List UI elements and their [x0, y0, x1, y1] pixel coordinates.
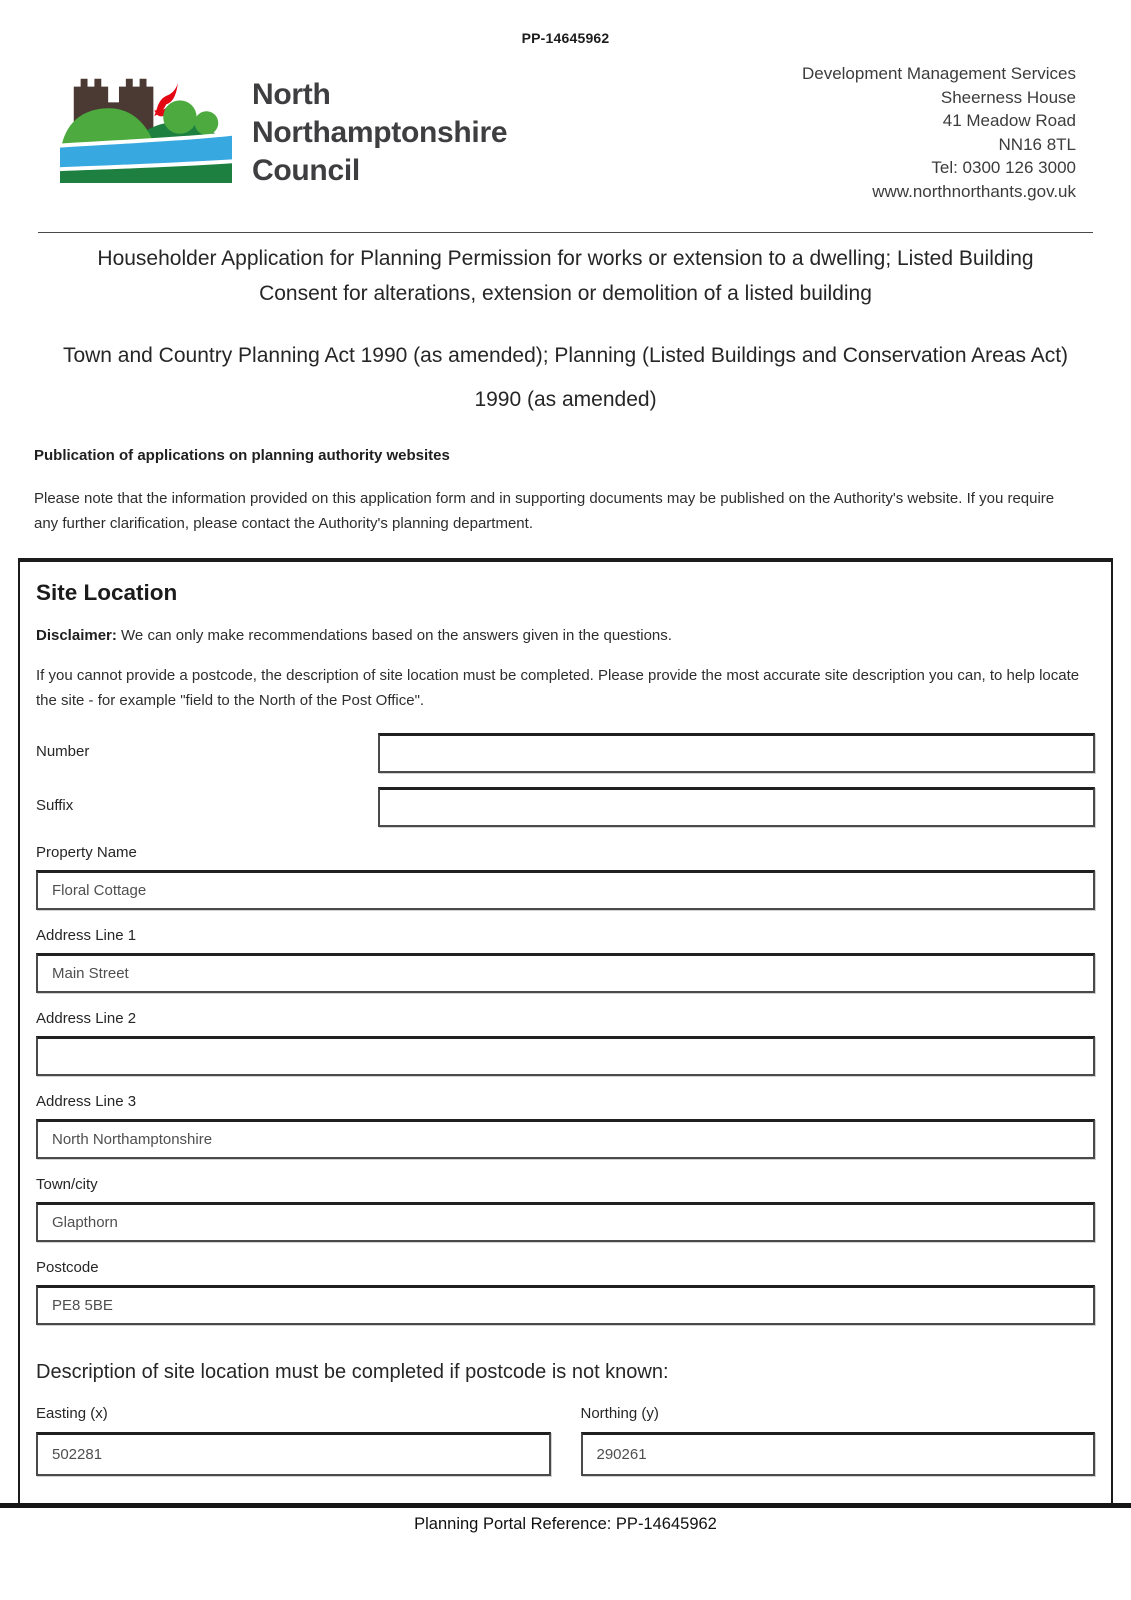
- form-acts-subtitle: Town and Country Planning Act 1990 (as amended); Planning (Listed Buildings and Conservation Areas Act) 1990 (as amended): [62, 344, 1069, 411]
- council-wordmark: [252, 76, 507, 190]
- number-label: Number: [36, 743, 90, 760]
- address-line-2-label: Address Line 2: [36, 1010, 137, 1027]
- address-line-1-input[interactable]: [36, 953, 1095, 993]
- department-address-block: [802, 62, 1076, 203]
- planning-portal-reference-top: PP-14645962: [521, 30, 610, 46]
- site-location-intro: If you cannot provide a postcode, the description of site location must be completed. Please provide the most accurate site description you can, to help locate the site - for example "field to the North of the Post Office".: [36, 667, 1080, 709]
- publication-heading: Publication of applications on planning authority websites: [34, 447, 450, 464]
- address-line: Development Management Services: [801, 64, 1076, 83]
- town-city-field: [36, 1176, 1095, 1242]
- northing-label: Northing (y): [580, 1405, 659, 1422]
- address-line-3-input[interactable]: [36, 1119, 1095, 1159]
- page-bottom-rule: [0, 1503, 1131, 1508]
- suffix-label: Suffix: [36, 797, 74, 814]
- easting-field: [36, 1405, 551, 1476]
- property-name-label: Property Name: [36, 844, 137, 861]
- property-name-input[interactable]: [36, 870, 1095, 910]
- address-line: Sheerness House: [940, 87, 1076, 107]
- council-logo-icon: [60, 62, 232, 184]
- address-line-3-field: [36, 1093, 1095, 1159]
- disclaimer-body: We can only make recommendations based on the answers given in the questions.: [121, 627, 672, 644]
- wordmark-line-2: Northamptonshire: [252, 116, 508, 149]
- easting-label: Easting (x): [36, 1405, 108, 1422]
- planning-portal-reference-footer: Planning Portal Reference: PP-14645962: [414, 1515, 717, 1533]
- number-field-row: [36, 733, 1095, 773]
- postcode-field: [36, 1259, 1095, 1325]
- postcode-input[interactable]: [36, 1285, 1095, 1325]
- form-title: Householder Application for Planning Permission for works or extension to a dwelling; Listed Building Consent for alterations, extension or demolition of a listed building: [97, 247, 1034, 305]
- disclaimer-text: [36, 627, 1095, 644]
- coordinates-row: [36, 1405, 1095, 1476]
- address-line-3-label: Address Line 3: [36, 1093, 137, 1110]
- address-line-2-input[interactable]: [36, 1036, 1095, 1076]
- address-line-1-field: [36, 927, 1095, 993]
- publication-body: Please note that the information provided on this application form and in supporting documents may be published on the Authority's website. If you require any further clarification, please contact the Authority's planning department.: [34, 490, 1055, 532]
- header-divider: [38, 232, 1093, 233]
- address-line-1-label: Address Line 1: [36, 927, 137, 944]
- address-line: NN16 8TL: [998, 134, 1076, 154]
- address-line: Tel: 0300 126 3000: [931, 158, 1076, 177]
- address-line-2-field: [36, 1010, 1095, 1076]
- address-line: www.northnorthants.gov.uk: [872, 181, 1076, 201]
- town-city-input[interactable]: [36, 1202, 1095, 1242]
- easting-input[interactable]: [36, 1432, 551, 1476]
- wordmark-line-3: Council: [252, 154, 360, 187]
- address-line: 41 Meadow Road: [942, 111, 1076, 130]
- description-requirement-heading: Description of site location must be completed if postcode is not known:: [36, 1361, 669, 1383]
- site-location-heading: Site Location: [36, 580, 178, 605]
- council-logo: [60, 62, 507, 190]
- northing-input[interactable]: [581, 1432, 1096, 1476]
- property-name-field: [36, 844, 1095, 910]
- town-city-label: Town/city: [36, 1176, 98, 1193]
- wordmark-line-1: North: [252, 78, 331, 111]
- number-input[interactable]: [378, 733, 1095, 773]
- suffix-field-row: [36, 787, 1095, 827]
- disclaimer-label: Disclaimer:: [36, 627, 117, 644]
- site-location-section: [18, 558, 1113, 1505]
- suffix-input[interactable]: [378, 787, 1095, 827]
- postcode-label: Postcode: [36, 1259, 99, 1276]
- header: [0, 46, 1131, 206]
- northing-field: [581, 1405, 1096, 1476]
